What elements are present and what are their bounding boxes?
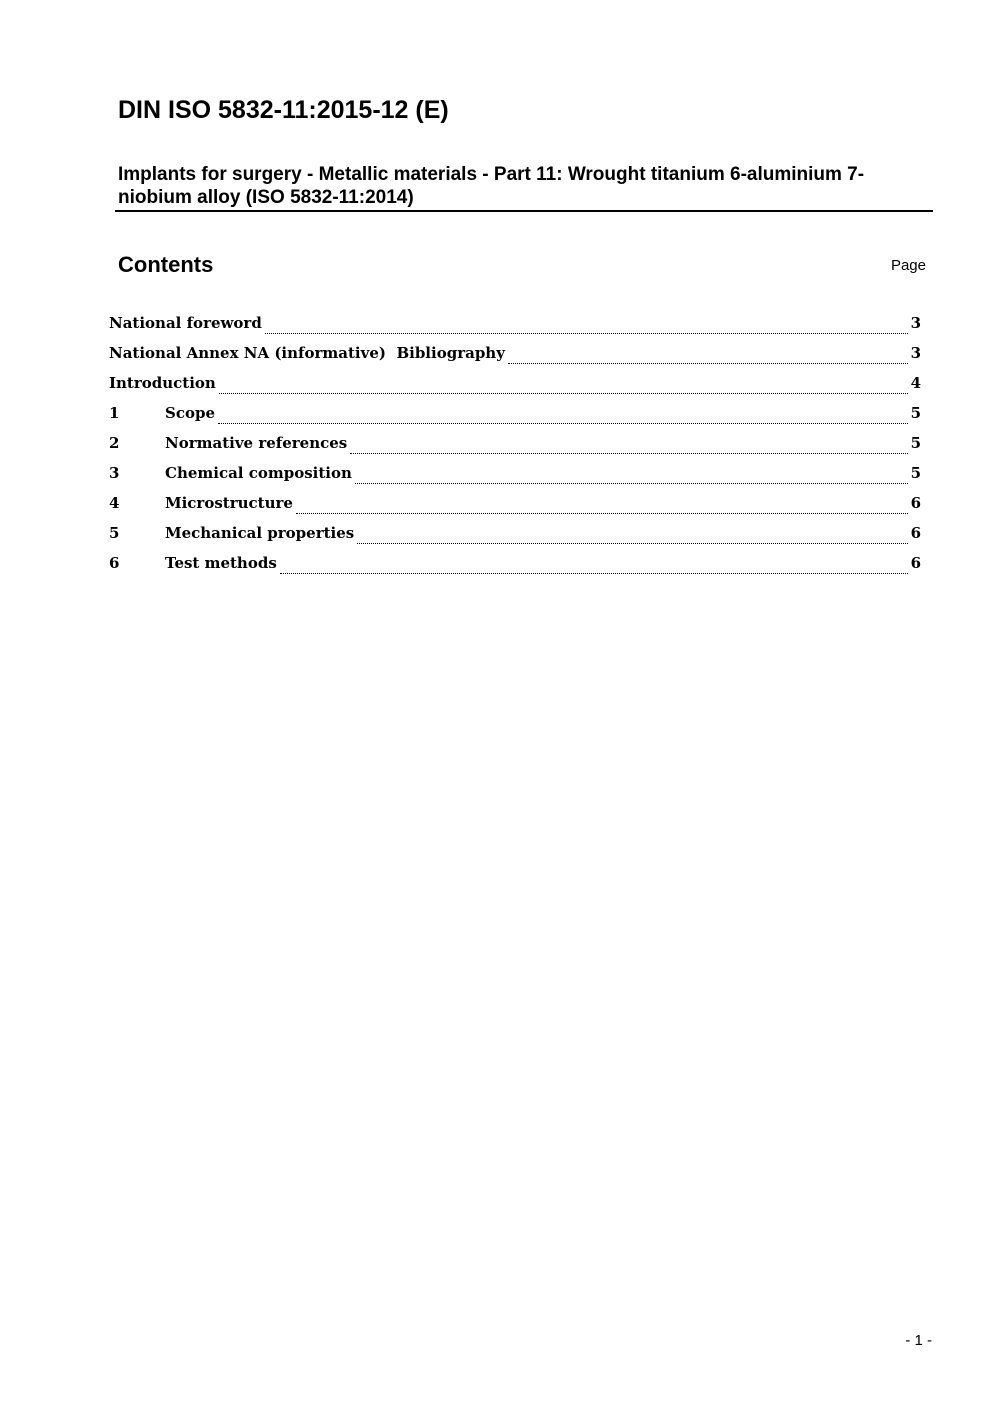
toc-entry-test-methods[interactable] — [109, 552, 921, 582]
toc-entry-title: Scope — [165, 404, 216, 422]
toc-entry-page: 6 — [910, 494, 921, 512]
toc-dot-leader — [357, 542, 907, 544]
toc-entry-introduction[interactable] — [109, 372, 921, 402]
toc-entry-chemical-composition[interactable] — [109, 462, 921, 492]
toc-entry-title — [109, 342, 505, 364]
toc-entry-number: 1 — [109, 404, 120, 422]
toc-dot-leader — [218, 422, 908, 424]
toc-entry-title-main: Bibliography — [396, 344, 505, 362]
toc-dot-leader — [265, 332, 908, 334]
toc-entry-mechanical-properties[interactable] — [109, 522, 921, 552]
page-column-label: Page — [890, 257, 926, 274]
toc-entry-national-annex[interactable] — [109, 342, 921, 372]
toc-entry-title: Mechanical properties — [165, 524, 355, 542]
toc-entry-page: 6 — [910, 554, 921, 572]
toc-entry-title: Microstructure — [165, 494, 293, 512]
toc-entry-page: 3 — [910, 344, 921, 362]
toc-entry-title-prefix: National Annex NA (informative) — [109, 344, 386, 362]
toc-dot-leader — [350, 452, 907, 454]
document-subtitle: Implants for surgery - Metallic materials - Part 11: Wrought titanium 6-aluminium 7-niobium alloy (ISO 5832-11:2014) — [118, 164, 865, 208]
toc-entry-normative-references[interactable] — [109, 432, 921, 462]
toc-entry-page: 4 — [910, 374, 921, 392]
toc-entry-national-foreword[interactable] — [109, 312, 921, 342]
toc-dot-leader — [219, 392, 908, 394]
toc-dot-leader — [296, 512, 908, 514]
toc-entry-page: 5 — [910, 464, 921, 482]
toc-entry-page: 3 — [910, 314, 921, 332]
footer-page-number: - 1 - — [905, 1332, 932, 1349]
toc-entry-title: Test methods — [165, 554, 277, 572]
document-title: DIN ISO 5832-11:2015-12 (E) — [118, 96, 449, 124]
toc-entry-number: 4 — [109, 494, 120, 512]
toc-entry-number: 6 — [109, 554, 120, 572]
toc-entry-number: 2 — [109, 434, 120, 452]
toc-entry-scope[interactable] — [109, 402, 921, 432]
toc-entry-number: 5 — [109, 524, 120, 542]
toc-entry-number: 3 — [109, 464, 120, 482]
toc-entry-page: 5 — [910, 434, 921, 452]
subtitle-divider — [115, 210, 933, 212]
table-of-contents — [109, 312, 921, 582]
toc-dot-leader — [508, 362, 908, 364]
toc-entry-title: Chemical composition — [165, 464, 352, 482]
toc-entry-page: 6 — [910, 524, 921, 542]
toc-entry-title: Introduction — [109, 374, 216, 392]
toc-dot-leader — [280, 572, 908, 574]
toc-entry-title: Normative references — [165, 434, 348, 452]
toc-entry-microstructure[interactable] — [109, 492, 921, 522]
toc-entry-page: 5 — [910, 404, 921, 422]
toc-entry-title: National foreword — [109, 314, 262, 332]
toc-dot-leader — [355, 482, 908, 484]
contents-heading: Contents — [118, 252, 214, 277]
